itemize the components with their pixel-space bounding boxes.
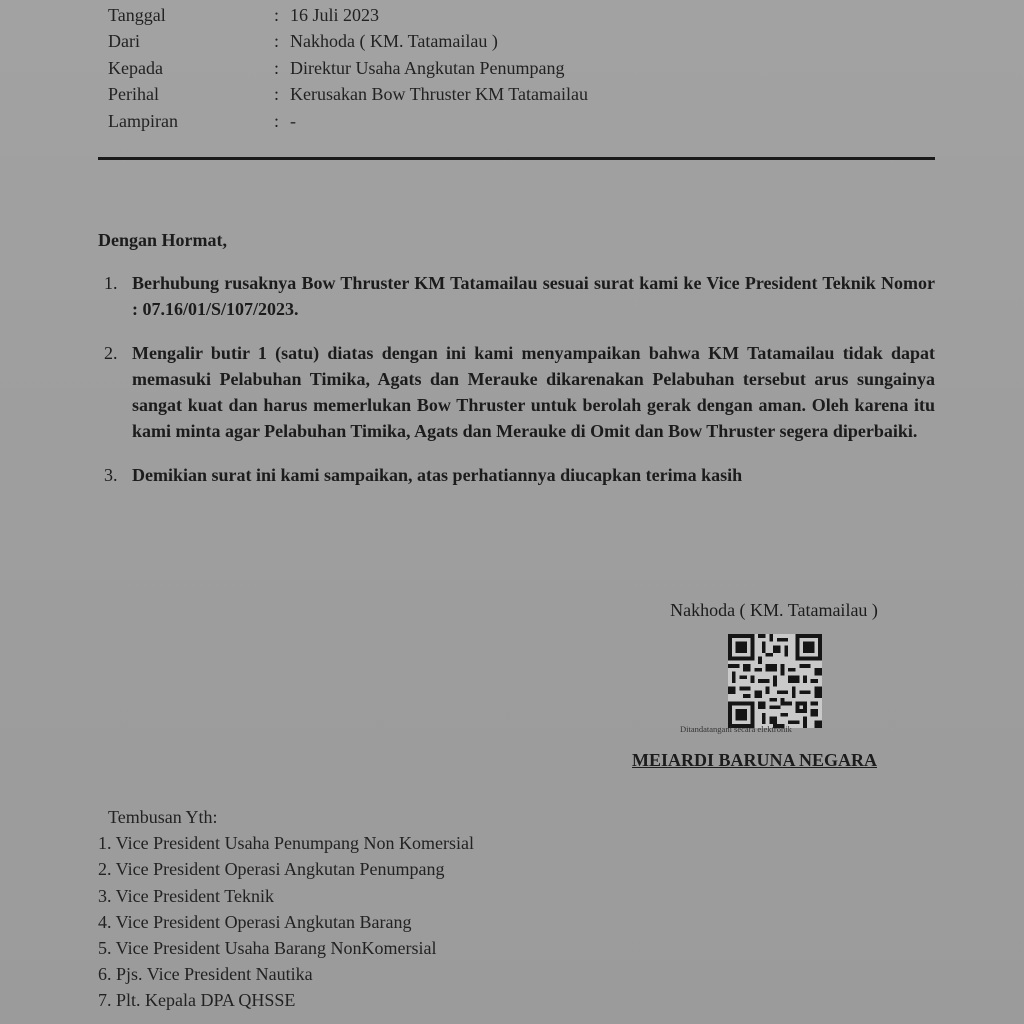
- meta-label: Lampiran: [108, 110, 178, 131]
- body-paragraph: [98, 340, 935, 444]
- paragraph-number: 3.: [104, 465, 118, 485]
- meta-row-subject: [108, 82, 588, 109]
- meta-value: -: [290, 110, 296, 131]
- cc-item: 4. Vice President Operasi Angkutan Barang: [98, 911, 412, 932]
- meta-colon: :: [274, 4, 280, 25]
- qr-caption: Ditandatangani secara elektronik: [680, 724, 792, 734]
- meta-row-date: [108, 2, 588, 29]
- meta-value: Direktur Usaha Angkutan Penumpang: [290, 57, 565, 78]
- meta-colon: :: [274, 31, 280, 52]
- signature-block: [632, 600, 920, 770]
- meta-colon: :: [274, 110, 280, 131]
- paragraph-text: Berhubung rusaknya Bow Thruster KM Tatamailau sesuai surat kami ke Vice President Teknik Nomor : 07.16/01/S/107/2023.: [132, 273, 935, 319]
- cc-item: 5. Vice President Usaha Barang NonKomersial: [98, 938, 437, 959]
- cc-item: 3. Vice President Teknik: [98, 885, 274, 906]
- qr-code-icon: [728, 634, 822, 728]
- header-divider: [98, 157, 935, 160]
- paragraph-text: Mengalir butir 1 (satu) diatas dengan ini kami menyampaikan bahwa KM Tatamailau tidak dapat memasuki Pelabuhan Timika, Agats dan Merauke dikarenakan Pelabuhan tersebut arus sungainya sangat kuat dan harus memerlukan Bow Thruster untuk berolah gerak dengan aman. Oleh karena itu kami minta agar Pelabuhan Timika, Agats dan Merauke di Omit dan Bow Thruster segera diperbaiki.: [132, 343, 935, 441]
- cc-item: 1. Vice President Usaha Penumpang Non Komersial: [98, 833, 475, 854]
- meta-row-from: [108, 29, 588, 56]
- body-paragraph: [98, 462, 935, 488]
- letter-body: [98, 270, 935, 506]
- meta-row-to: [108, 55, 588, 82]
- meta-value: Kerusakan Bow Thruster KM Tatamailau: [290, 84, 589, 105]
- signer-title: Nakhoda ( KM. Tatamailau ): [670, 600, 878, 620]
- cc-title: Tembusan Yth:: [108, 807, 218, 827]
- meta-colon: :: [274, 84, 280, 105]
- meta-value: Nakhoda ( KM. Tatamailau ): [290, 31, 498, 52]
- cc-item: 7. Plt. Kepala DPA QHSSE: [98, 990, 296, 1011]
- meta-colon: :: [274, 57, 280, 78]
- meta-label: Tanggal: [108, 4, 166, 25]
- cc-item: 2. Vice President Operasi Angkutan Penumpang: [98, 859, 445, 880]
- meta-label: Dari: [108, 31, 140, 52]
- paragraph-text: Demikian surat ini kami sampaikan, atas perhatiannya diucapkan terima kasih: [132, 465, 743, 485]
- paragraph-number: 1.: [104, 273, 118, 293]
- meta-label: Perihal: [108, 84, 159, 105]
- meta-row-attachment: [108, 108, 588, 135]
- greeting: Dengan Hormat,: [98, 230, 227, 250]
- body-paragraph: [98, 270, 935, 322]
- meta-label: Kepada: [108, 57, 163, 78]
- meta-value: 16 Juli 2023: [290, 4, 380, 25]
- cc-item: 6. Pjs. Vice President Nautika: [98, 964, 313, 985]
- paragraph-number: 2.: [104, 343, 118, 363]
- signer-name: MEIARDI BARUNA NEGARA: [632, 750, 878, 770]
- carbon-copy-list: [98, 804, 474, 1014]
- letter-header-meta: [108, 2, 588, 135]
